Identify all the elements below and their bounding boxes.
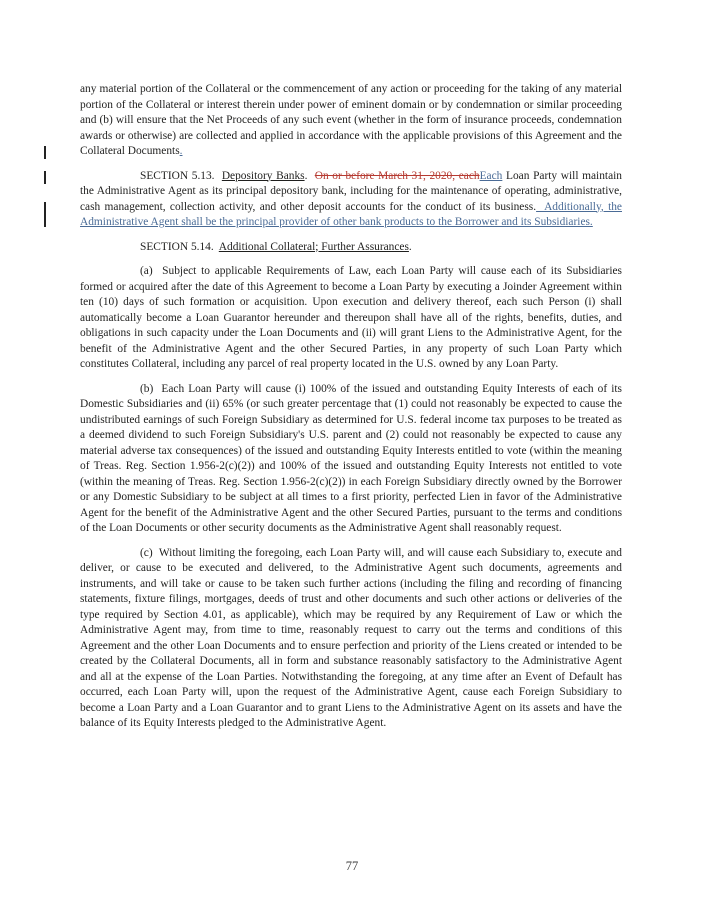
body-text: . [304, 169, 315, 182]
body-text: . [408, 240, 412, 253]
inserted-text: Each [479, 169, 503, 182]
section-number: SECTION 5.13. [140, 169, 222, 182]
body-text: any material portion of the Collateral or the commencement of any action or proceeding for the taking of any material portion of the Collateral or interest therein under power of eminent domain or by condemnation or similar proceeding and (b) will ensure that the Net Proceeds of any such event (whether in the form of insurance proceeds, condemnation awards or otherwise) are collected and applied in accordance with the applicable provisions of this Agreement and the Collateral Documents [80, 83, 622, 157]
body-text: (c) Without limiting the foregoing, each Loan Party will, and will cause each Subsidiary to, execute and deliver, or cause to be executed and delivered, to the Administrative Agent such documents, agreements and instruments, and will take or cause to be taken such further actions (including the filing and recording of financing statements, fixture filings, mortgages, deeds of trust and other documents and such other actions or deliveries of the type required by Section 4.01, as applicable), which may be required by any Requirement of Law or which the Administrative Agent may, from time to time, reasonably request to carry out the terms and conditions of this Agreement and the other Loan Documents and to ensure perfection and priority of the Liens created or intended to be created by the Collateral Documents, all in form and substance reasonably satisfactory to the Administrative Agent and all at the expense of the Loan Parties. Notwithstanding the foregoing, at any time after an Event of Default has occurred, each Loan Party will, upon the request of the Administrative Agent, cause each Foreign Subsidiary to become a Loan Party and a Loan Guarantor and to grant Liens to the Administrative Agent on its assets and have the balance of its Equity Interests pledged to the Administrative Agent. [80, 546, 622, 729]
change-bar [44, 146, 46, 159]
paragraph-5-14-b [80, 382, 622, 537]
heading-section-5-14 [80, 240, 622, 256]
inserted-text: Additionally, the Administrative Agent shall be the principal provider of other bank products to the Borrower and its Subsidiaries. [80, 200, 622, 228]
paragraph-5-14-c [80, 546, 622, 732]
change-bar [44, 171, 46, 184]
section-title: Additional Collateral; Further Assurances [218, 240, 409, 253]
paragraph-section-5-13 [80, 169, 622, 231]
inserted-text: . [179, 145, 183, 157]
body-text: (b) Each Loan Party will cause (i) 100% of the issued and outstanding Equity Interests of each of its Domestic Subsidiaries and (ii) 65% (or such greater percentage that (1) could not reasonably be expected to cause the undistributed earnings of such Foreign Subsidiary as determined for U.S. federal income tax purposes to be treated as a deemed dividend to such Foreign Subsidiary's U.S. parent and (2) could not reasonably be expected to cause any material adverse tax consequences) of the issued and outstanding Equity Interests entitled to vote (within the meaning of Treas. Reg. Section 1.956-2(c)(2)) and 100% of the issued and outstanding Equity Interests not entitled to vote (within the meaning of Treas. Reg. Section 1.956-2(c)(2)) in each Foreign Subsidiary directly owned by the Borrower or any Domestic Subsidiary to be subject at all times to a first priority, perfected Lien in favor of the Administrative Agent for the benefit of the Administrative Agent and the other Secured Parties, pursuant to the terms and conditions of the Loan Documents or other security documents as the Administrative Agent shall reasonably request. [80, 382, 622, 534]
change-bar [44, 202, 46, 228]
section-number: SECTION 5.14. [140, 240, 219, 253]
paragraph-collateral-continuation [80, 82, 622, 160]
paragraph-5-14-a [80, 264, 622, 373]
document-text [80, 82, 622, 741]
body-text: (a) Subject to applicable Requirements of Law, each Loan Party will cause each of its Subsidiaries formed or acquired after the date of this Agreement to become a Loan Party by executing a Joinder Agreement within ten (10) days of such formation or acquisition. Upon execution and delivery thereof, each such Person (i) shall automatically become a Loan Guarantor hereunder and thereupon shall have all of the rights, benefits, duties, and obligations in such capacity under the Loan Documents and (ii) will grant Liens to the Administrative Agent, for the benefit of the Administrative Agent and the other Secured Parties, in any property of such Loan Party which constitutes Collateral, including any parcel of real property located in the U.S. owned by any Loan Party. [80, 265, 622, 370]
section-title: Depository Banks [221, 169, 305, 182]
body-text: Loan Party will maintain the Administrative Agent as its principal depository bank, including for the maintenance of operating, administrative, cash management, collection activity, and other deposit accounts for the conduct of its business. [80, 169, 622, 213]
deleted-text: On or before March 31, 2020, each [314, 169, 480, 182]
page-number: 77 [345, 859, 359, 873]
